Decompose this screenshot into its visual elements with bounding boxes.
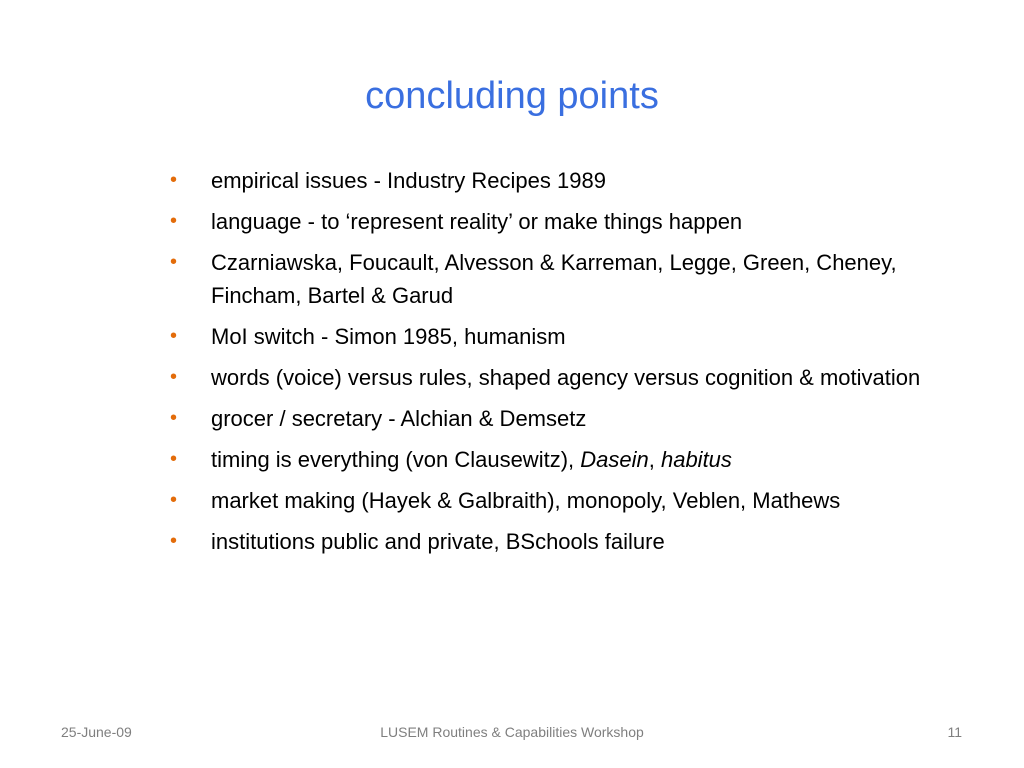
bullet-text-part: timing is everything (von Clausewitz), xyxy=(211,447,581,472)
bullet-text xyxy=(211,168,606,193)
bullet-icon: • xyxy=(170,407,178,429)
bullet-text xyxy=(211,529,665,554)
bullet-text xyxy=(211,365,920,390)
bullet-item xyxy=(170,443,990,476)
bullet-item xyxy=(170,402,990,435)
bullet-text-italic: habitus xyxy=(660,447,732,472)
bullet-text xyxy=(211,447,732,472)
bullet-text-part: empirical issues - Industry Recipes 1989 xyxy=(211,168,606,193)
bullet-icon: • xyxy=(170,448,178,470)
bullet-icon: • xyxy=(170,489,178,511)
bullet-text xyxy=(211,488,840,513)
bullet-text-part: institutions public and private, BSchools failure xyxy=(211,529,665,554)
bullet-text-part: Czarniawska, Foucault, Alvesson & Karreman, Legge, Green, Cheney, Fincham, Bartel & Garud xyxy=(211,250,897,308)
bullet-text xyxy=(211,250,897,308)
bullet-icon: • xyxy=(170,251,178,273)
bullet-icon: • xyxy=(170,210,178,232)
slide-title: concluding points xyxy=(365,75,659,117)
bullet-text-part: words (voice) versus rules, shaped agency versus cognition & motivation xyxy=(211,365,921,390)
bullet-item xyxy=(170,361,990,394)
bullet-text xyxy=(211,324,566,349)
bullet-text-part: MoI switch - Simon 1985, humanism xyxy=(211,324,566,349)
bullet-item xyxy=(170,484,990,517)
bullet-text-part: market making (Hayek & Galbraith), monopoly, Veblen, Mathews xyxy=(211,488,841,513)
footer-title: LUSEM Routines & Capabilities Workshop xyxy=(380,724,644,740)
bullet-item xyxy=(170,320,990,353)
bullet-list xyxy=(170,164,990,566)
bullet-icon: • xyxy=(170,366,178,388)
bullet-item xyxy=(170,246,990,312)
bullet-item xyxy=(170,205,990,238)
bullet-item xyxy=(170,164,990,197)
bullet-text-part: language - to ‘represent reality’ or make things happen xyxy=(211,209,743,234)
bullet-icon: • xyxy=(170,169,178,191)
bullet-text xyxy=(211,209,742,234)
bullet-icon: • xyxy=(170,325,178,347)
bullet-text xyxy=(211,406,586,431)
footer-date: 25-June-09 xyxy=(61,724,132,740)
bullet-icon: • xyxy=(170,530,178,552)
bullet-text-italic: Dasein xyxy=(580,447,649,472)
bullet-text-part: grocer / secretary - Alchian & Demsetz xyxy=(211,406,587,431)
bullet-item xyxy=(170,525,990,558)
bullet-text-part: , xyxy=(648,447,661,472)
footer-page-number: 11 xyxy=(947,724,962,740)
